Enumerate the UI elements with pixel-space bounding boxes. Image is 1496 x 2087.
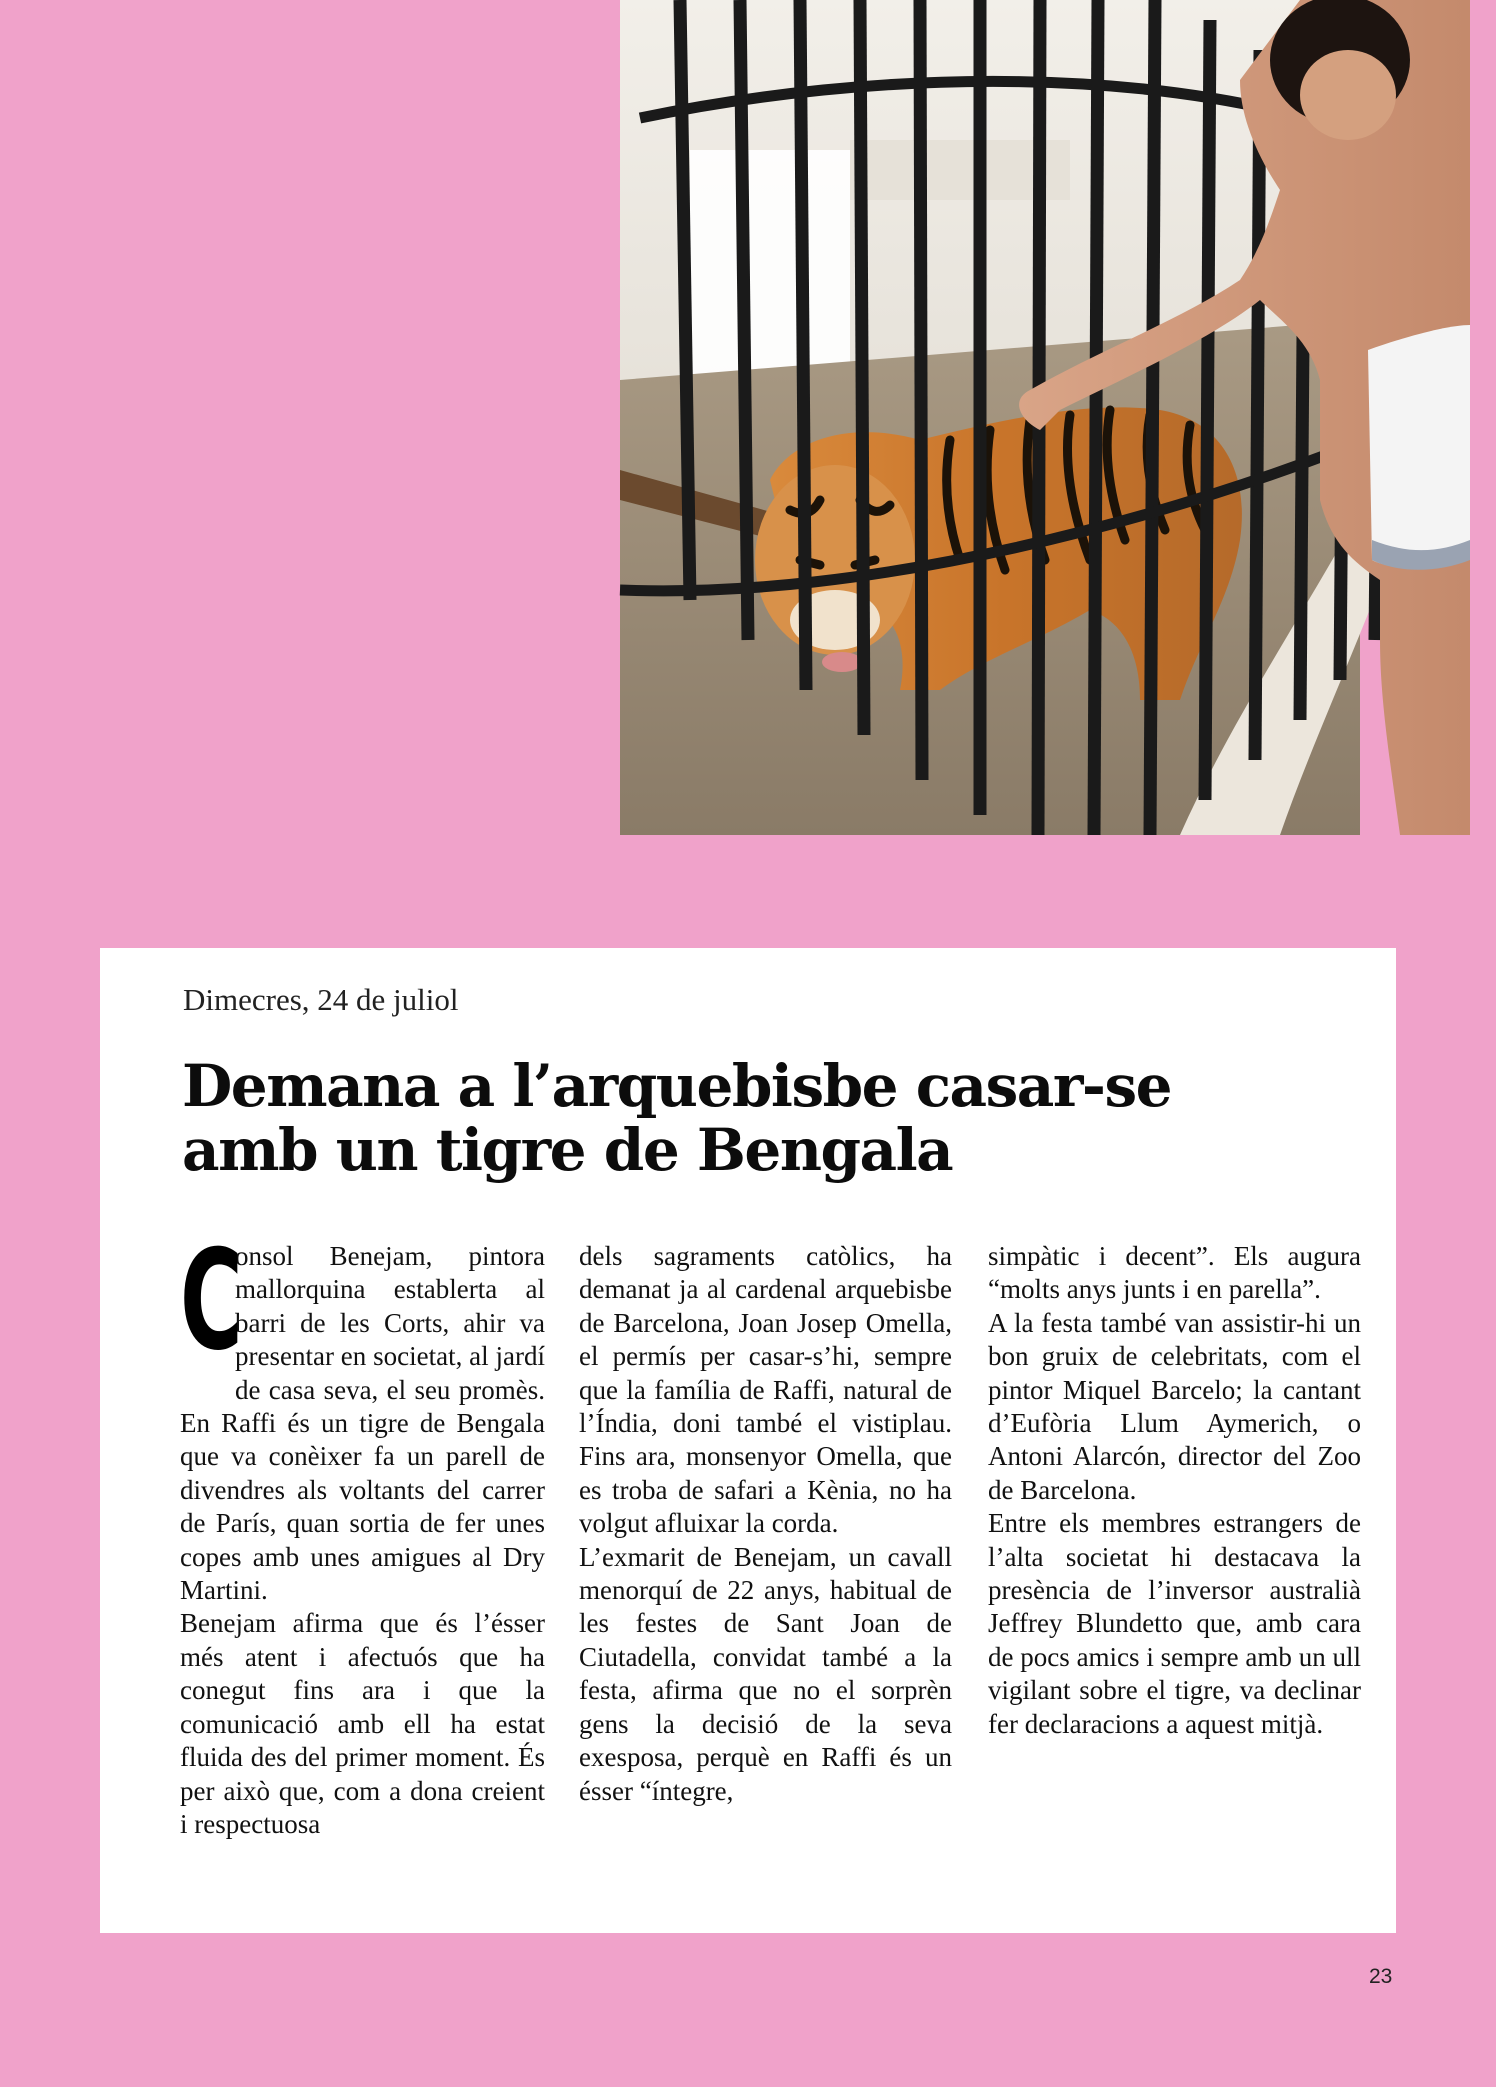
paragraph: A la festa també van assistir-hi un bon gruix de celebritats, com el pintor Miquel Barcelo; la cantant d’Eufòria Llum Aymerich, o Antoni Alarcón, director del Zoo de Barcelona. [988, 1307, 1361, 1505]
article-column-3 [988, 1240, 1361, 1741]
article-box [100, 948, 1396, 1933]
dateline: Dimecres, 24 de juliol [183, 982, 459, 1017]
article-column-2 [579, 1240, 952, 1808]
paragraph: simpàtic i decent”. Els augura “molts anys junts i en parella”. [988, 1241, 1361, 1305]
paragraph: Benejam afirma que és l’ésser més atent i afectuós que ha conegut fins ara i que la comunicació amb ell ha estat fluida des del primer moment. És per això que, com a dona creient i respectuosa [180, 1608, 545, 1839]
paragraph: dels sagraments catòlics, ha demanat ja al cardenal arquebisbe de Barcelona, Joan Josep Omella, el permís per casar-s’hi, sempre que la família de Raffi, natural de l’Índia, doni també el vistiplau. Fins ara, monsenyor Omella, que es troba de safari a Kènia, no ha volgut afluixar la corda. [579, 1241, 952, 1539]
headline: Demana a l’arquebisbe casar-se amb un tigre de Bengala [182, 1052, 1172, 1184]
article-column-1 [180, 1220, 545, 1841]
paragraph: L’exmarit de Benejam, un cavall menorquí de 22 anys, habitual de les festes de Sant Joan de Ciutadella, convidat també a la festa, afirma que no el sorprèn gens la decisió de la seva exesposa, perquè en Raffi és un ésser “íntegre, [579, 1541, 952, 1806]
paragraph [180, 1220, 545, 1607]
page-number: 23 [1369, 1965, 1393, 1988]
paragraph-text: onsol Benejam, pintora mallorquina establerta al barri de les Corts, ahir va presentar en societat, al jardí de casa seva, el seu promès. En Raffi és un tigre de Bengala que va conèixer fa un parell de divendres als voltants del carrer de París, quan sortia de fer unes copes amb unes amigues al Dry Martini. [180, 1241, 545, 1606]
tiger-cage-photo [620, 0, 1470, 835]
article-photo [620, 0, 1470, 835]
paragraph: Entre els membres estrangers de l’alta societat hi destacava la presència de l’inversor australià Jeffrey Blundetto que, amb cara de pocs amics i sempre amb un ull vigilant sobre el tigre, va declinar fer declaracions a aquest mitjà. [988, 1508, 1361, 1739]
dropcap: C [180, 1220, 243, 1381]
white-shorts [1368, 325, 1470, 567]
